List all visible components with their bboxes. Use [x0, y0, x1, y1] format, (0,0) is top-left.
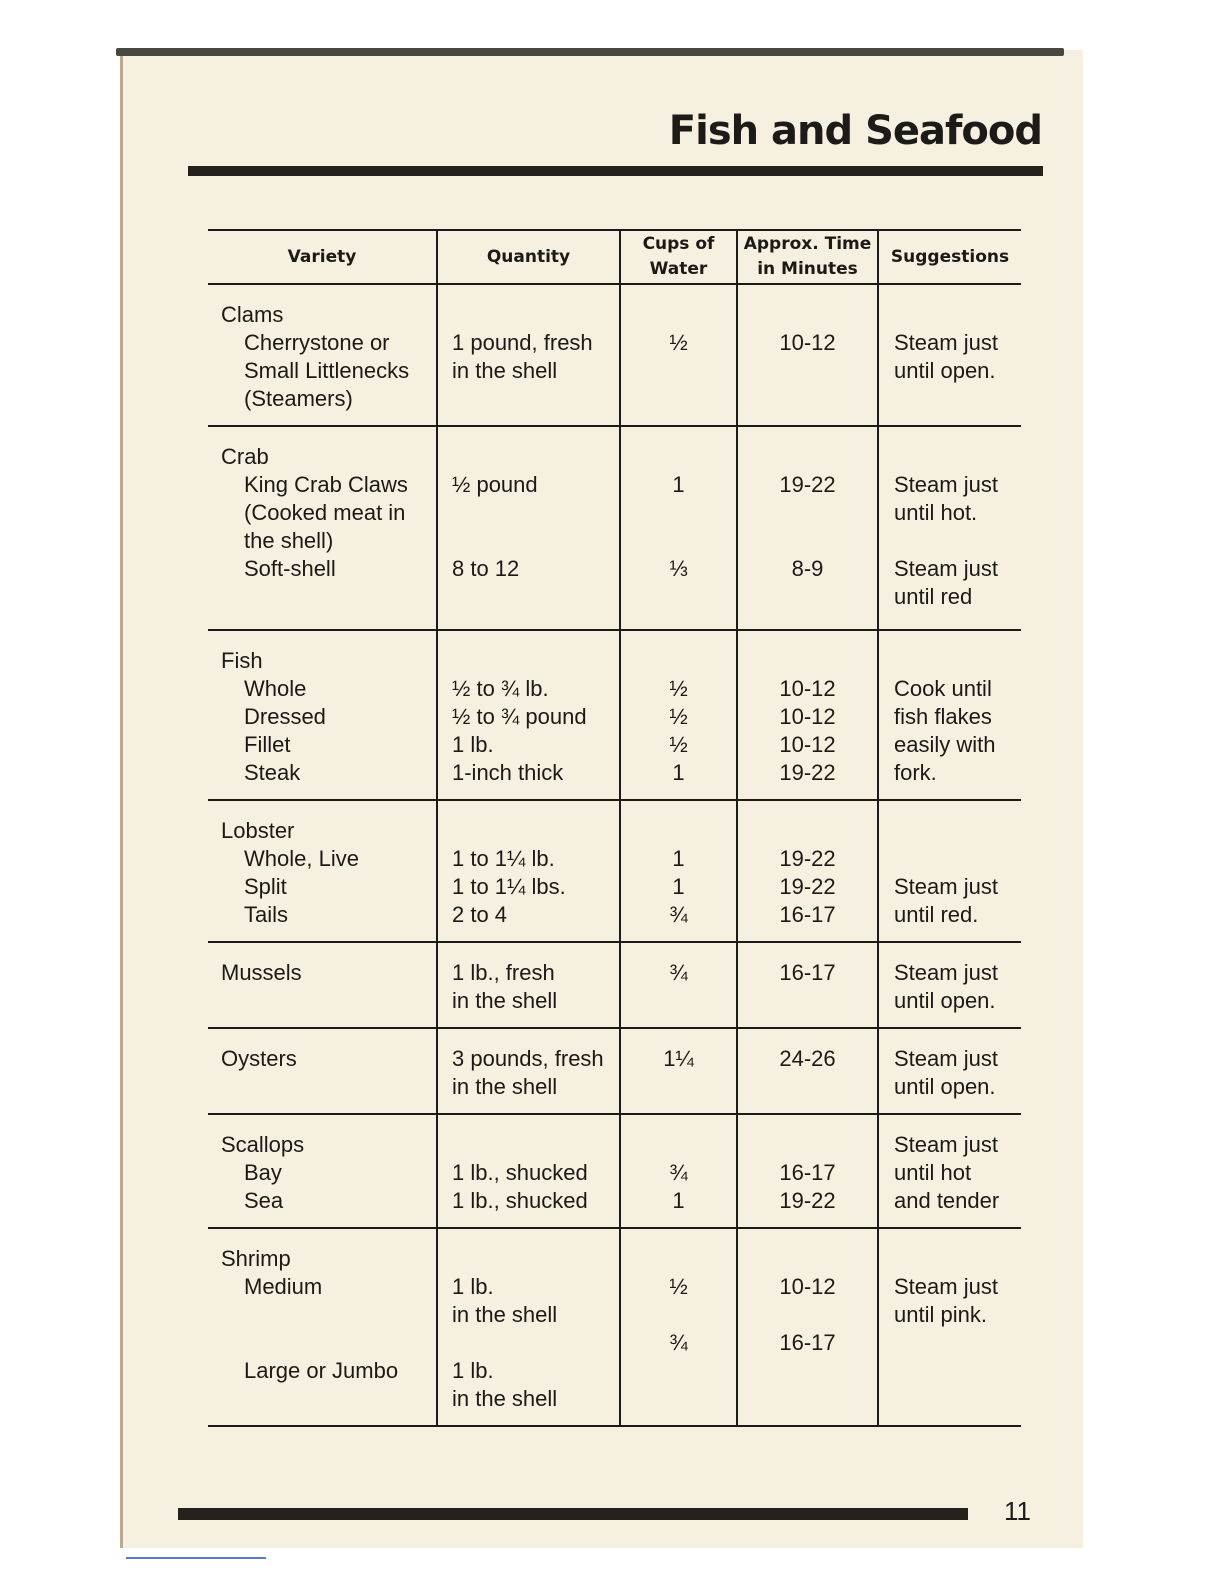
quantity-cell: 1 pound, fresh in the shell: [437, 284, 620, 426]
header-variety: Variety: [208, 230, 437, 284]
header-quantity: Quantity: [437, 230, 620, 284]
quantity-cell: 3 pounds, fresh in the shell: [437, 1028, 620, 1114]
cups-cell: 1 ⅓: [620, 426, 737, 630]
cups-cell: ½: [620, 284, 737, 426]
time-cell: 10-12: [737, 284, 878, 426]
quantity-cell: 1 lb. in the shell 1 lb. in the shell: [437, 1228, 620, 1426]
cups-cell: ¾ 1: [620, 1114, 737, 1228]
header-approx-time: Approx. Time in Minutes: [737, 230, 878, 284]
table-row-scallops: [208, 1114, 1021, 1228]
table-row-crab: [208, 426, 1021, 630]
header-suggestions: Suggestions: [878, 230, 1021, 284]
variety-cell: Crab King Crab Claws (Cooked meat in the shell) Soft-shell: [208, 426, 437, 630]
variety-cell: Shrimp Medium Large or Jumbo: [208, 1228, 437, 1426]
suggestion-cell: Steam just until open.: [878, 1028, 1021, 1114]
table-row-mussels: [208, 942, 1021, 1028]
variety-cell: Scallops Bay Sea: [208, 1114, 437, 1228]
time-cell: 19-22 19-22 16-17: [737, 800, 878, 942]
table-row-clams: [208, 284, 1021, 426]
cups-cell: 1 1 ¾: [620, 800, 737, 942]
table-row-oysters: [208, 1028, 1021, 1114]
page-title: Fish and Seafood: [668, 108, 1042, 154]
bottom-rule: [178, 1508, 968, 1520]
title-rule: [188, 166, 1043, 176]
suggestion-cell: Steam just until pink.: [878, 1228, 1021, 1426]
time-cell: 10-12 16-17: [737, 1228, 878, 1426]
table-row-lobster: [208, 800, 1021, 942]
time-cell: 16-17 19-22: [737, 1114, 878, 1228]
table-row-shrimp: [208, 1228, 1021, 1426]
variety-cell: Fish Whole Dressed Fillet Steak: [208, 630, 437, 800]
quantity-cell: 1 lb., fresh in the shell: [437, 942, 620, 1028]
time-cell: 19-22 8-9: [737, 426, 878, 630]
table-header-row: [208, 230, 1021, 284]
quantity-cell: 1 to 1¼ lb. 1 to 1¼ lbs. 2 to 4: [437, 800, 620, 942]
time-cell: 16-17: [737, 942, 878, 1028]
cups-cell: ¾: [620, 942, 737, 1028]
page-top-edge: [116, 48, 1064, 56]
variety-cell: Oysters: [208, 1028, 437, 1114]
time-cell: 24-26: [737, 1028, 878, 1114]
cups-cell: ½ ½ ½ 1: [620, 630, 737, 800]
suggestion-cell: Steam just until hot. Steam just until red: [878, 426, 1021, 630]
time-cell: 10-12 10-12 10-12 19-22: [737, 630, 878, 800]
suggestion-cell: Steam just until open.: [878, 942, 1021, 1028]
cups-cell: 1¼: [620, 1028, 737, 1114]
quantity-cell: ½ to ¾ lb. ½ to ¾ pound 1 lb. 1-inch thick: [437, 630, 620, 800]
quantity-cell: ½ pound 8 to 12: [437, 426, 620, 630]
header-cups-of-water: Cups of Water: [620, 230, 737, 284]
cups-cell: ½ ¾: [620, 1228, 737, 1426]
steaming-chart-table: [208, 229, 1021, 1427]
suggestion-cell: Steam just until open.: [878, 284, 1021, 426]
suggestion-cell: Cook until fish flakes easily with fork.: [878, 630, 1021, 800]
variety-cell: Mussels: [208, 942, 437, 1028]
table-row-fish: [208, 630, 1021, 800]
variety-cell: Clams Cherrystone or Small Littlenecks (Steamers): [208, 284, 437, 426]
suggestion-cell: Steam just until hot and tender: [878, 1114, 1021, 1228]
variety-cell: Lobster Whole, Live Split Tails: [208, 800, 437, 942]
quantity-cell: 1 lb., shucked 1 lb., shucked: [437, 1114, 620, 1228]
page-number: 11: [1004, 1496, 1031, 1526]
link-underline: [126, 1557, 266, 1559]
suggestion-cell: Steam just until red.: [878, 800, 1021, 942]
